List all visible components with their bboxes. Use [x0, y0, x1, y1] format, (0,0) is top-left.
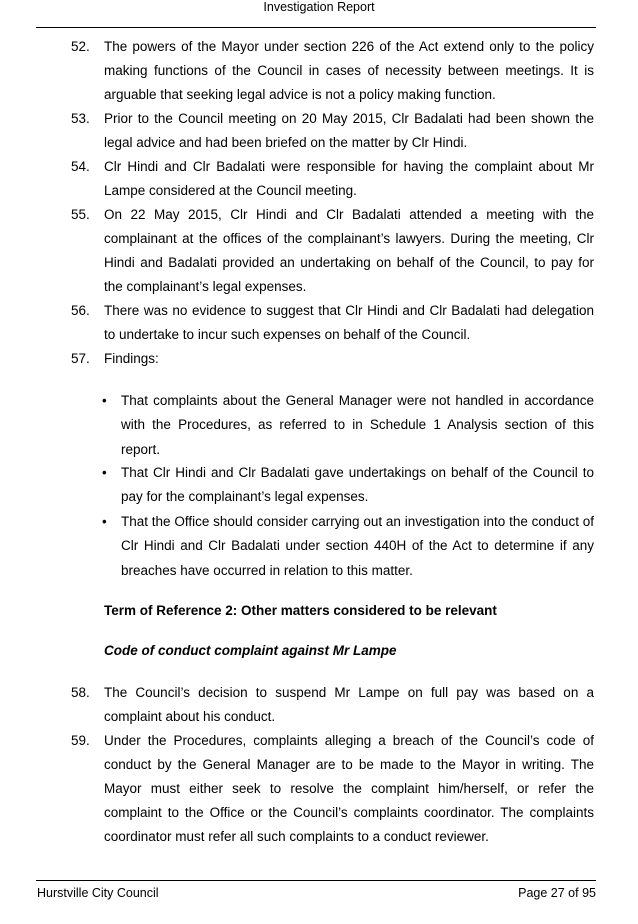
- paragraph-text: The Council’s decision to suspend Mr Lampe on full pay was based on a complaint about his conduct.: [104, 685, 594, 724]
- paragraph-text: Under the Procedures, complaints alleging a breach of the Council’s code of conduct by the General Manager are to be made to the Mayor in writing. The Mayor must either seek to resolve the complaint him/herself, or refer the complaint to the Office or the Council’s complaints coordinator. The complaints coordinator must refer all such complaints to a conduct reviewer.: [104, 733, 594, 844]
- header-divider: [36, 27, 596, 28]
- finding-item: [102, 389, 594, 462]
- page-header-title: Investigation Report: [263, 0, 375, 14]
- paragraph-text: Findings:: [104, 351, 159, 366]
- paragraph-text: On 22 May 2015, Clr Hindi and Clr Badalati attended a meeting with the complainant at the offices of the complainant’s lawyers. During the meeting, Clr Hindi and Badalati provided an undertaking on behalf of the Council, to pay for the complainant’s legal expenses.: [104, 207, 594, 294]
- paragraph-text: Clr Hindi and Clr Badalati were responsible for having the complaint about Mr Lampe considered at the Council meeting.: [104, 159, 594, 198]
- paragraph-58: [71, 681, 594, 729]
- section-heading: Term of Reference 2: Other matters considered to be relevant: [104, 603, 497, 618]
- finding-item: [102, 461, 594, 510]
- paragraph-number: 56.: [71, 303, 90, 318]
- paragraph-59: [71, 729, 594, 849]
- bullet-icon: •: [102, 514, 107, 529]
- paragraph-56: [71, 299, 594, 347]
- paragraph-52: [71, 35, 594, 107]
- footer-divider: [36, 880, 596, 881]
- paragraph-number: 52.: [71, 39, 90, 54]
- finding-text: That the Office should consider carrying out an investigation into the conduct of Clr Hindi and Clr Badalati under section 440H of the Act to determine if any breaches have occurred in relation to this matter.: [121, 514, 594, 578]
- finding-text: That Clr Hindi and Clr Badalati gave undertakings on behalf of the Council to pay for the complainant’s legal expenses.: [121, 465, 594, 505]
- bullet-icon: •: [102, 393, 107, 408]
- paragraph-number: 54.: [71, 159, 90, 174]
- paragraph-53: [71, 107, 594, 155]
- footer-organization: Hurstville City Council: [37, 886, 159, 900]
- paragraph-text: Prior to the Council meeting on 20 May 2015, Clr Badalati had been shown the legal advice and had been briefed on the matter by Clr Hindi.: [104, 111, 594, 150]
- paragraph-55: [71, 203, 594, 299]
- paragraph-number: 55.: [71, 207, 90, 222]
- paragraph-number: 59.: [71, 733, 90, 748]
- paragraph-54: [71, 155, 594, 203]
- finding-item: [102, 510, 594, 583]
- page-number: Page 27 of 95: [518, 886, 596, 900]
- finding-text: That complaints about the General Manager were not handled in accordance with the Procedures, as referred to in Schedule 1 Analysis section of this report.: [121, 393, 594, 457]
- subsection-heading: Code of conduct complaint against Mr Lampe: [104, 643, 397, 658]
- paragraph-text: There was no evidence to suggest that Clr Hindi and Clr Badalati had delegation to undertake to incur such expenses on behalf of the Council.: [104, 303, 594, 342]
- paragraph-57: [71, 347, 594, 371]
- bullet-icon: •: [102, 465, 107, 480]
- paragraph-number: 57.: [71, 351, 90, 366]
- paragraph-number: 53.: [71, 111, 90, 126]
- paragraph-text: The powers of the Mayor under section 226 of the Act extend only to the policy making functions of the Council in cases of necessity between meetings. It is arguable that seeking legal advice is not a policy making function.: [104, 39, 594, 102]
- paragraph-number: 58.: [71, 685, 90, 700]
